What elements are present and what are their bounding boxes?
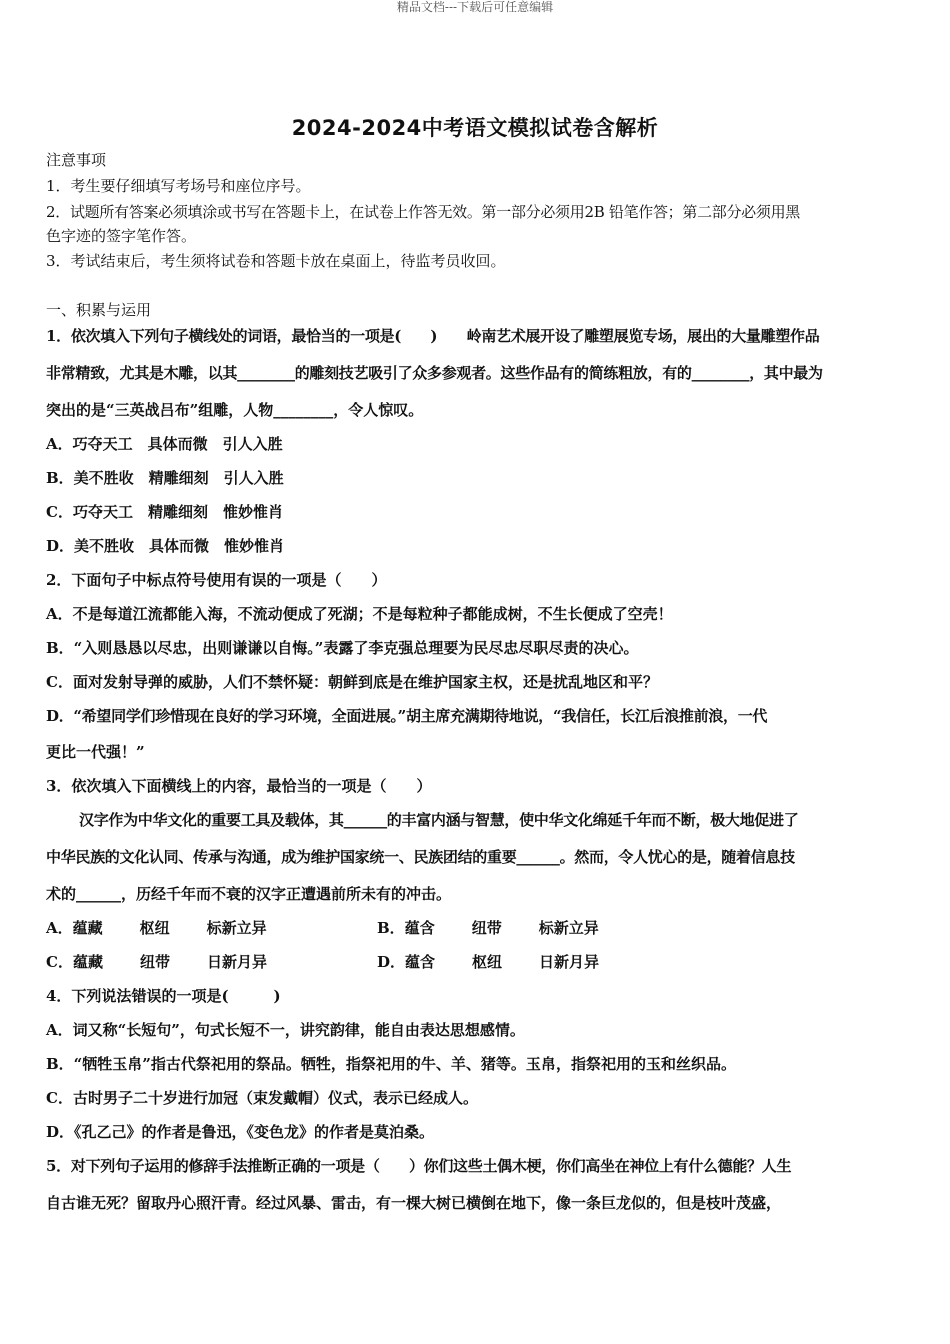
option-word: 蕴含	[404, 919, 435, 937]
option-word: 纽带	[139, 953, 170, 971]
option-label: A．	[46, 919, 73, 937]
q2-option-d-cont: 更比一代强！”	[46, 743, 145, 761]
notice-item: 色字迹的签字笔作答。	[46, 227, 197, 245]
option-word: 蕴藏	[72, 953, 103, 971]
q4-stem: 4．下列说法错误的一项是( )	[46, 987, 281, 1005]
q3-stem: 3．依次填入下面横线上的内容，最恰当的一项是（ ）	[46, 777, 432, 795]
q3-passage-line: 术的______，历经千年而不衰的汉字正遭遇前所未有的冲击。	[46, 885, 452, 903]
q4-option-d: D．《孔乙己》的作者是鲁迅，《变色龙》的作者是莫泊桑。	[46, 1123, 435, 1141]
notice-item: 1．考生要仔细填写考场号和座位序号。	[46, 177, 311, 195]
q2-option-c: C．面对发射导弹的威胁，人们不禁怀疑：朝鲜到底是在维护国家主权，还是扰乱地区和平？	[46, 673, 658, 691]
option-word: 日新月异	[206, 953, 267, 971]
option-word: 日新月异	[539, 953, 600, 971]
q3-passage-line: 汉字作为中华文化的重要工具及载体，其______的丰富内涵与智慧，使中华文化绵延千年而不断，极大地促进了	[79, 811, 799, 829]
notice-item: 3．考试结束后，考生须将试卷和答题卡放在桌面上，待监考员收回。	[46, 252, 506, 270]
q1-option-d: D．美不胜收 具体而微 惟妙惟肖	[46, 537, 285, 555]
q3-option-c	[46, 952, 267, 972]
option-word: 标新立异	[206, 919, 267, 937]
q2-option-a: A．不是每道江流都能入海，不流动便成了死湖；不是每粒种子都能成树，不生长便成了空壳！	[46, 605, 673, 623]
q3-option-d	[377, 952, 599, 972]
q4-option-c: C．古时男子二十岁进行加冠（束发戴帽）仪式，表示已经成人。	[46, 1089, 478, 1107]
q1-stem-line: 突出的是“三英战吕布”组雕，人物________，令人惊叹。	[46, 401, 424, 419]
q3-option-b	[377, 918, 599, 938]
option-label: B．	[377, 919, 405, 937]
q1-stem-line: 非常精致，尤其是木雕，以其________的雕刻技艺吸引了众多参观者。这些作品有的简练粗放，有的________，其中最为	[46, 364, 823, 382]
notice-heading: 注意事项	[46, 151, 107, 169]
q5-stem-line: 5．对下列句子运用的修辞手法推断正确的一项是（ ）你们这些土偶木梗，你们高坐在神位上有什么德能？人生	[46, 1157, 792, 1175]
q5-stem-line: 自古谁无死？留取丹心照汗青。经过风暴、雷击，有一棵大树已横倒在地下，像一条巨龙似的，但是枝叶茂盛，	[46, 1194, 782, 1212]
option-word: 纽带	[471, 919, 502, 937]
q4-option-b: B．“牺牲玉帛”指古代祭祀用的祭品。牺牲，指祭祀用的牛、羊、猪等。玉帛，指祭祀用的玉和丝织品。	[46, 1055, 736, 1073]
option-word: 标新立异	[538, 919, 599, 937]
notice-item: 2．试题所有答案必须填涂或书写在答题卡上，在试卷上作答无效。第一部分必须用2B 铅笔作答；第二部分必须用黑	[46, 203, 800, 221]
watermark: 精品文档---下载后可任意编辑	[396, 0, 554, 14]
q1-option-b: B．美不胜收 精雕细刻 引人入胜	[46, 469, 284, 487]
q3-option-a	[46, 918, 267, 938]
page-title: 2024-2024中考语文模拟试卷含解析	[291, 116, 659, 140]
q2-option-d: D．“希望同学们珍惜现在良好的学习环境，全面进展。”胡主席充满期待地说，“我信任，长江后浪推前浪，一代	[46, 707, 768, 725]
option-word: 枢纽	[472, 953, 503, 971]
q4-option-a: A．词又称“长短句”，句式长短不一，讲究韵律，能自由表达思想感情。	[46, 1021, 525, 1039]
option-word: 蕴含	[405, 953, 436, 971]
section-heading: 一、积累与运用	[46, 301, 152, 319]
option-word: 枢纽	[139, 919, 170, 937]
option-label: C．	[46, 953, 73, 971]
q2-stem: 2．下面句子中标点符号使用有误的一项是（ ）	[46, 571, 387, 589]
q1-option-a: A．巧夺天工 具体而微 引人入胜	[46, 435, 283, 453]
q2-option-b: B．“入则恳恳以尽忠，出则谦谦以自悔。”表露了李克强总理要为民尽忠尽职尽责的决心。	[46, 639, 639, 657]
option-word: 蕴藏	[72, 919, 103, 937]
q1-option-c: C．巧夺天工 精雕细刻 惟妙惟肖	[46, 503, 283, 521]
option-label: D．	[377, 953, 406, 971]
q1-stem-line: 1．依次填入下列句子横线处的词语，最恰当的一项是( ) 岭南艺术展开设了雕塑展览专场，展出的大量雕塑作品	[46, 327, 820, 345]
q3-passage-line: 中华民族的文化认同、传承与沟通，成为维护国家统一、民族团结的重要______。然而，令人忧心的是，随着信息技	[46, 848, 795, 866]
